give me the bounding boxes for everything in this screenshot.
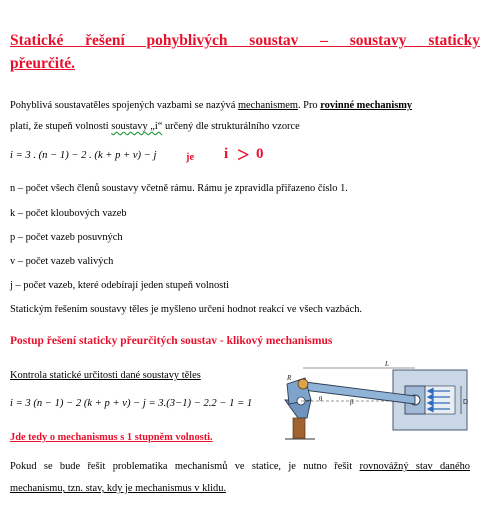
formula-cond-i: i (224, 146, 229, 162)
definition-p: p – počet vazeb posuvných (10, 232, 123, 243)
intro-line-2 (10, 120, 480, 134)
control-label: Kontrola statické určitosti dané soustavy těles (10, 370, 201, 381)
intro-text: Pohyblivá soustavatěles spojených vazbami se nazývá (10, 100, 238, 111)
intro-text: platí, že stupeň volnosti (10, 121, 112, 132)
label-beta: β (350, 398, 354, 406)
definition-n: n – počet všech členů soustavy včetně rámu. Rámu je zpravidla přiřazeno číslo 1. (10, 183, 348, 194)
ground-post (293, 418, 305, 438)
definition-k: k – počet kloubových vazeb (10, 208, 127, 219)
term-system-i: soustavy „i“ (111, 121, 163, 132)
formula-je: je (186, 152, 195, 163)
term-mechanism: mechanismem (237, 100, 298, 111)
intro-text: určený dle strukturálního vzorce (162, 121, 300, 132)
label-l: L (385, 360, 389, 368)
section-title: Postup řešení staticky přeurčitých soustav - klikový mechanismus (10, 335, 333, 347)
definition-j: j – počet vazeb, které odebírají jeden stupeň volnosti (10, 280, 229, 291)
final-line-1 (10, 460, 470, 474)
term-equilibrium: rovnovážný stav daného (359, 461, 470, 472)
formula-check: i = 3 (n − 1) − 2 (k + p + v) − j = 3.(3−1) − 2.2 − 1 = 1 (10, 398, 253, 409)
final-text: Pokud se bude řešit problematika mechanismů ve statice, je nutno řešit (10, 461, 360, 472)
formula-cond-gt: > (237, 142, 250, 167)
label-theta: θ (319, 395, 323, 403)
structural-formula (10, 142, 310, 168)
slider-crank-figure (265, 360, 480, 448)
final-line-2: mechanismu, tzn. stav, kdy je mechanismus v klidu. (10, 483, 227, 494)
intro-text: . Pro (297, 100, 321, 111)
term-planar-mechanisms: rovinné mechanismy (320, 100, 413, 111)
formula-cond-zero: 0 (256, 146, 264, 162)
formula-expression: i = 3 . (n − 1) − 2 . (k + p + v) − j (10, 150, 157, 161)
page-title: Statické řešení pohyblivých soustav – soustavy staticky přeurčité. (10, 32, 480, 72)
definition-v: v – počet vazeb valivých (10, 256, 114, 267)
crank-pin (298, 379, 308, 389)
static-solution-text: Statickým řešením soustavy těles je myšleno určení hodnot reakcí ve všech vazbách. (10, 304, 363, 315)
conclusion: Jde tedy o mechanismus s 1 stupněm volnosti. (10, 432, 213, 443)
label-r: R (287, 374, 292, 382)
intro-line-1 (10, 99, 480, 113)
label-d: D (463, 399, 469, 406)
